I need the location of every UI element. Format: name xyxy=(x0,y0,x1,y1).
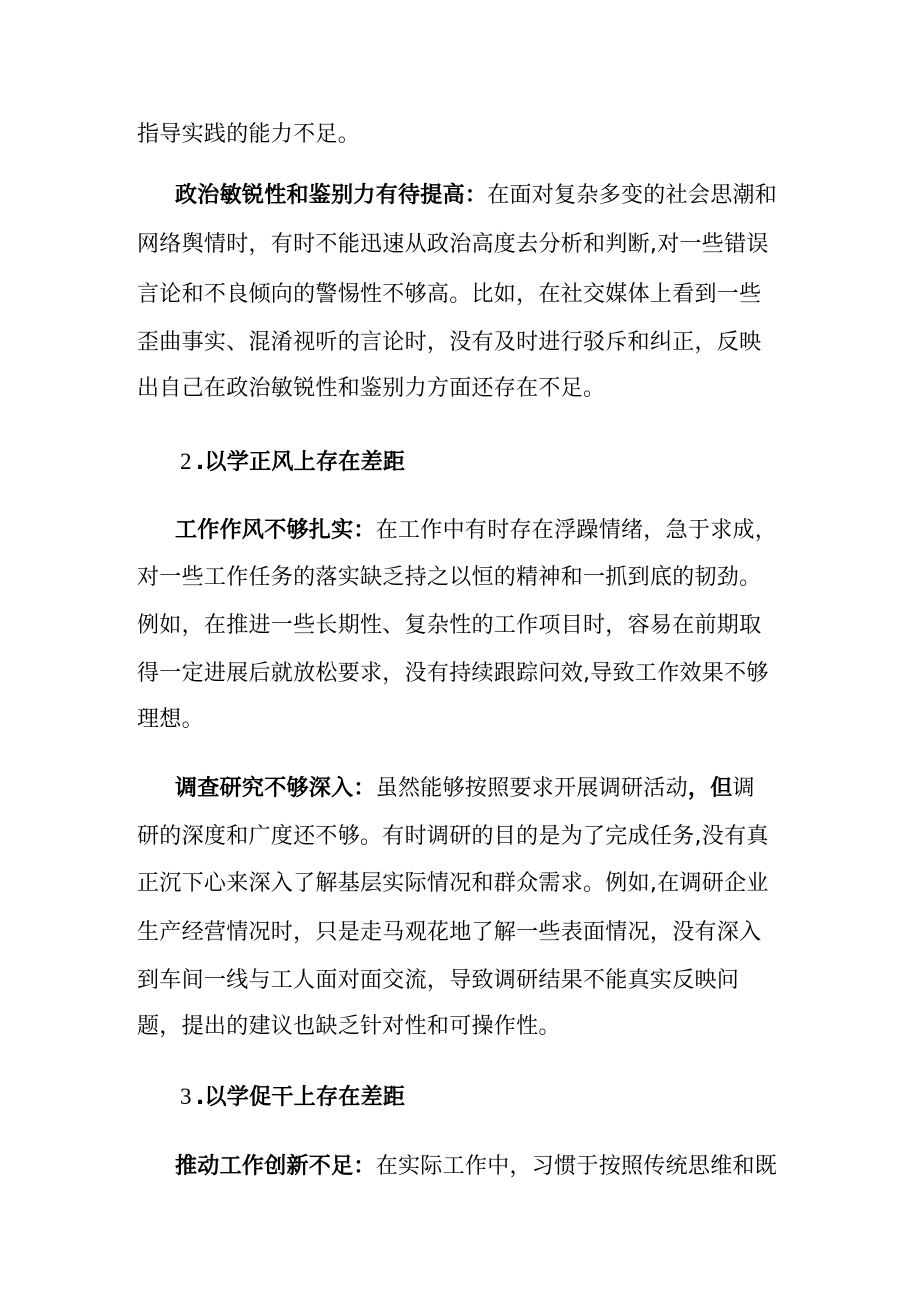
paragraph-lead: 政治敏锐性和鉴别力有待提高： xyxy=(175,183,488,208)
paragraph-line: 歪曲事实、混淆视听的言论时，没有及时进行驳斥和纠正，反映 xyxy=(137,330,762,355)
paragraph-line: 题，提出的建议也缺乏针对性和可操作性。 xyxy=(137,1014,561,1039)
paragraph-line: 网络舆情时，有时不能迅速从政治高度去分析和判断,对一些错误 xyxy=(137,232,769,257)
section-title: .以学正风上存在差距 xyxy=(195,450,406,475)
paragraph-line: 言论和不良倾向的警惕性不够高。比如，在社交媒体上看到一些 xyxy=(137,282,762,307)
section-number: 2 xyxy=(180,449,192,474)
paragraph-line: 得一定进展后就放松要求，没有持续跟踪问效,导致工作效果不够 xyxy=(137,661,769,686)
paragraph-lead: 工作作风不够扎实： xyxy=(175,518,376,543)
section-title: .以学促干上存在差距 xyxy=(195,1085,406,1110)
paragraph-line: 指导实践的能力不足。 xyxy=(137,122,361,147)
paragraph-line: 研的深度和广度还不够。有时调研的目的是为了完成任务,没有真 xyxy=(137,824,769,849)
paragraph-line: 例如，在推进一些长期性、复杂性的工作项目时，容易在前期取 xyxy=(137,613,762,638)
paragraph-line: 工作作风不够扎实：在工作中有时存在浮躁情绪，急于求成， xyxy=(175,518,778,543)
paragraph-line: 到车间一线与工人面对面交流，导致调研结果不能真实反映问 xyxy=(137,968,740,993)
section-heading xyxy=(180,1082,405,1113)
paragraph-line: 推动工作创新不足：在实际工作中，习惯于按照传统思维和既 xyxy=(175,1154,778,1179)
paragraph-line: 出自己在政治敏锐性和鉴别力方面还存在不足。 xyxy=(137,376,606,401)
section-heading xyxy=(180,447,405,478)
paragraph-line: 正沉下心来深入了解基层实际情况和群众需求。例如,在调研企业 xyxy=(137,871,769,896)
paragraph-line: 理想。 xyxy=(137,707,204,732)
paragraph-line: 调查研究不够深入：虽然能够按照要求开展调研活动，但调 xyxy=(175,776,755,801)
paragraph-line: 对一些工作任务的落实缺乏持之以恒的精神和一抓到底的韧劲。 xyxy=(137,565,762,590)
section-number: 3 xyxy=(180,1084,192,1109)
paragraph-lead: 推动工作创新不足： xyxy=(175,1154,376,1179)
paragraph-line: 生产经营情况时，只是走马观花地了解一些表面情况，没有深入 xyxy=(137,920,762,945)
paragraph-line: 政治敏锐性和鉴别力有待提高：在面对复杂多变的社会思潮和 xyxy=(175,183,778,208)
paragraph-lead: 调查研究不够深入： xyxy=(175,776,376,801)
